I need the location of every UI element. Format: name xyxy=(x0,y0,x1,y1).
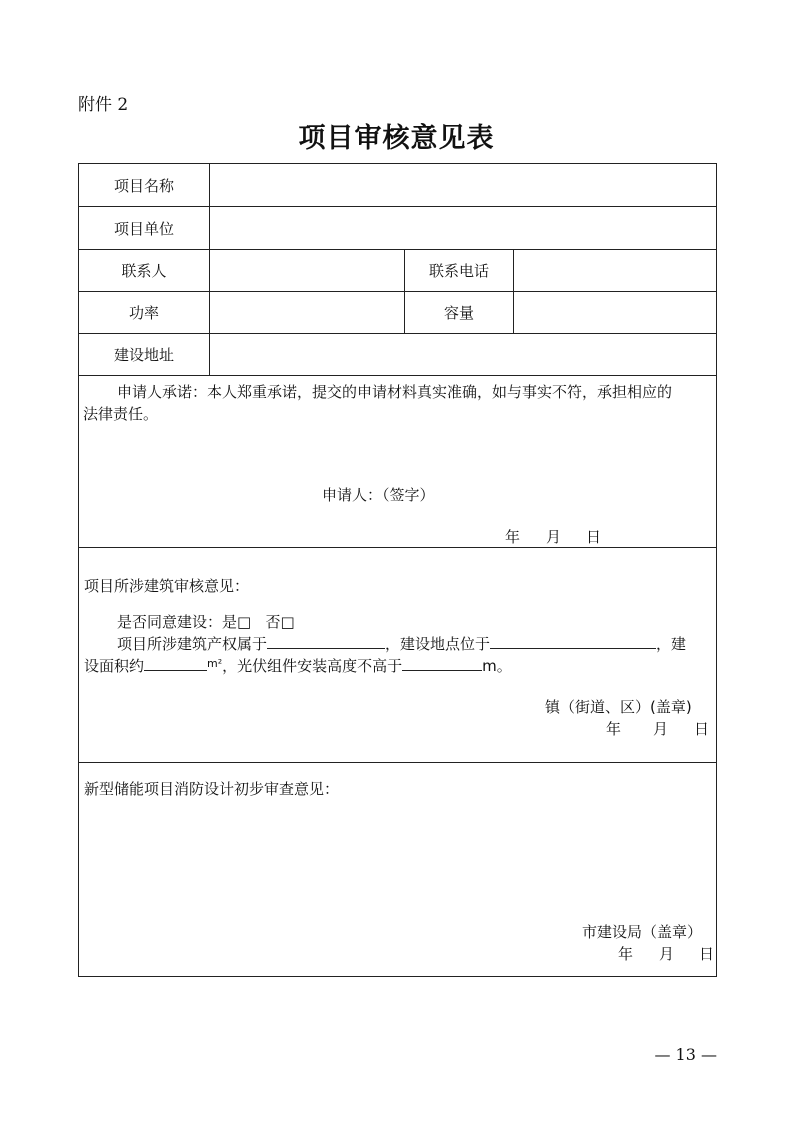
fire-review-section xyxy=(79,763,716,976)
pledge-day: 日 xyxy=(586,528,602,546)
ownership-blank[interactable] xyxy=(267,634,385,649)
page-number: — 13 — xyxy=(654,1045,717,1064)
project-unit-value[interactable] xyxy=(209,207,716,249)
area-prefix: 设面积约 xyxy=(84,657,145,675)
location-suffix: ，建 xyxy=(656,635,687,653)
page-title: 项目审核意见表 xyxy=(298,123,495,154)
fire-review-heading: 新型储能项目消防设计初步审查意见： xyxy=(84,780,340,798)
row-address xyxy=(79,334,716,376)
ownership-line xyxy=(117,633,686,654)
attachment-label: 附件 2 xyxy=(78,95,129,115)
label-project-unit: 项目单位 xyxy=(113,219,174,238)
signer-label: 申请人：（签字） xyxy=(322,486,435,504)
area-blank[interactable] xyxy=(144,656,207,671)
location-blank[interactable] xyxy=(490,634,656,649)
address-value[interactable] xyxy=(209,334,716,375)
label-project-name: 项目名称 xyxy=(113,176,174,195)
row-power xyxy=(79,292,716,334)
label-phone: 联系电话 xyxy=(404,250,513,291)
project-name-value[interactable] xyxy=(209,164,716,206)
label-capacity: 容量 xyxy=(404,292,513,333)
pledge-section xyxy=(79,376,716,548)
pledge-month: 月 xyxy=(546,528,562,546)
yes-checkbox[interactable]: □ xyxy=(237,613,252,631)
no-label: 否 xyxy=(265,613,281,631)
row-project-name xyxy=(79,164,716,207)
pledge-line-2: 法律责任。 xyxy=(83,405,159,423)
height-unit: m。 xyxy=(482,657,512,675)
location-prefix: ，建设地点位于 xyxy=(385,635,491,653)
label-power: 功率 xyxy=(128,304,159,322)
building-month: 月 xyxy=(653,720,669,738)
label-address: 建设地址 xyxy=(113,346,174,364)
phone-value[interactable] xyxy=(513,250,716,291)
building-review-section xyxy=(79,548,716,763)
area-line xyxy=(84,655,512,676)
height-text: ，光伏组件安装高度不高于 xyxy=(222,657,403,675)
agree-prefix: 是否同意建设：是 xyxy=(117,613,238,631)
label-contact: 联系人 xyxy=(121,262,167,280)
area-unit: m² xyxy=(207,657,223,670)
review-form xyxy=(78,163,717,977)
capacity-value[interactable] xyxy=(513,292,716,333)
fire-month: 月 xyxy=(659,945,675,963)
pledge-line-1: 申请人承诺：本人郑重承诺，提交的申请材料真实准确，如与事实不符，承担相应的 xyxy=(117,383,673,401)
fire-day: 日 xyxy=(699,945,715,963)
contact-value[interactable] xyxy=(209,250,404,291)
town-stamp: 镇（街道、区）(盖章) xyxy=(545,698,692,716)
ownership-prefix: 项目所涉建筑产权属于 xyxy=(117,635,268,653)
no-checkbox[interactable]: □ xyxy=(280,613,295,631)
building-review-heading: 项目所涉建筑审核意见： xyxy=(84,577,250,595)
building-day: 日 xyxy=(694,720,710,738)
pledge-year: 年 xyxy=(505,528,521,546)
power-value[interactable] xyxy=(209,292,404,333)
agree-line xyxy=(117,611,295,632)
row-project-unit xyxy=(79,207,716,250)
row-contact xyxy=(79,250,716,292)
building-year: 年 xyxy=(606,720,622,738)
height-blank[interactable] xyxy=(402,656,482,671)
fire-year: 年 xyxy=(618,945,634,963)
city-stamp: 市建设局（盖章） xyxy=(582,923,703,941)
